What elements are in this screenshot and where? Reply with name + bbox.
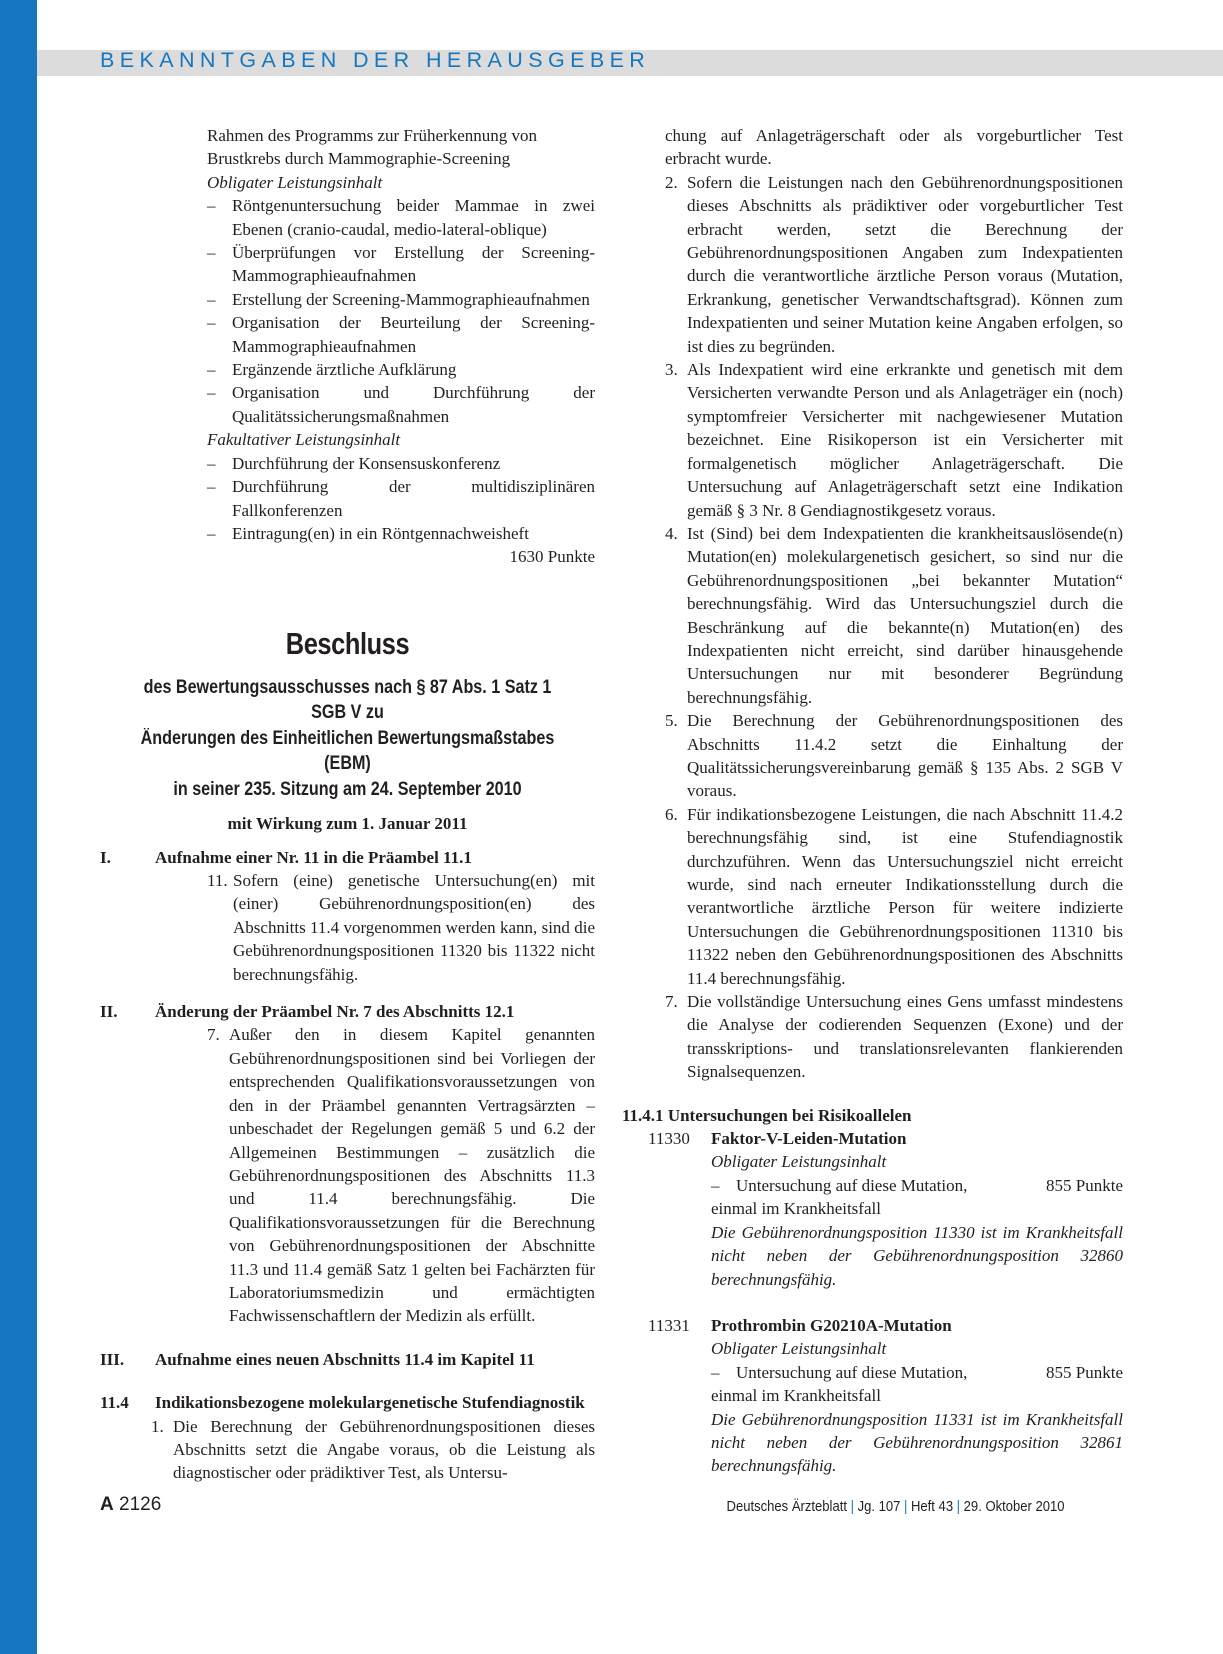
entry-obligat-label: Obligater Leistungsinhalt <box>711 1339 887 1359</box>
section-number: II. <box>100 1002 118 1022</box>
list-item: – Organisation der Beurteilung der Screening-Mammographieaufnahmen <box>207 311 595 358</box>
item-number: 6. <box>665 804 678 824</box>
section-ii <box>100 1000 595 1328</box>
entry-code: 11330 <box>648 1129 690 1149</box>
subsection-title: Untersuchungen bei Risikoallelen <box>667 1105 912 1125</box>
page-letter: A <box>100 1494 114 1515</box>
section-title: Aufnahme einer Nr. 11 in die Präambel 11.1 <box>155 847 472 867</box>
obligat-label: Obligater Leistungsinhalt <box>207 172 383 192</box>
intro-line: Rahmen des Programms zur Früherkennung von <box>207 126 538 145</box>
right-column <box>622 124 1123 1478</box>
entry-note: Die Gebührenordnungsposition 11331 ist im Krankheitsfall nicht neben der Gebührenordnungsposition 32861 berechnungsfähig. <box>711 1409 1123 1476</box>
section-i <box>100 846 595 986</box>
item-text: Die Berechnung der Gebührenordnungspositionen des Abschnitts 11.4.2 setzt die Einhaltung der Qualitätssicherungsvereinbarung gemäß § 135 Abs. 2 SGB V voraus. <box>687 711 1123 801</box>
item-text: Außer den in diesem Kapitel genannten Gebührenordnungspositionen sind bei Vorliegen der entsprechenden Qualifikationsvoraussetzungen von den in der Präambel genannten Vertragsärzten – unbeschadet der Regelungen gemäß 5 und 6.2 der Allgemeinen Bestimmungen – zusätzlich die Gebührenordnungspositionen des Abschnitts 11.3 und 11.4 berechnungsfähig. Die Qualifikationsvoraussetzungen für die Berechnung von Gebührenordnungspositionen der Abschnitte 11.3 und 11.4 gemäß Satz 1 gelten bei Fachärzten für Laboratoriumsmedizin und ermächtigten Fachwissenschaftlern der Medizin als erfüllt. <box>229 1025 595 1326</box>
subsection-number: 11.4.1 <box>622 1105 664 1125</box>
item-text: Als Indexpatient wird eine erkrankte und genetisch mit dem Versicherten verwandte Person und als Anlageträger ein (noch) symptomfreier Versicherter mit nachgewiesener Mutation bezeichnet. Eine Risikoperson ist ein Versicherter mit formalgenetisch möglicher Anlageträgerschaft. Die Untersuchung auf Anlageträgerschaft setzt eine Indikation gemäß § 3 Nr. 8 Gendiagnostikgesetz voraus. <box>687 360 1123 520</box>
list-item: – Ergänzende ärztliche Aufklärung <box>207 358 595 381</box>
beschluss-subtitle: in seiner 235. Sitzung am 24. September 2010 <box>173 778 522 800</box>
entry-frequency: einmal im Krankheitsfall <box>711 1199 881 1219</box>
fakult-label: Fakultativer Leistungsinhalt <box>207 430 401 450</box>
item-text: Die vollständige Untersuchung eines Gens umfasst mindestens die Analyse der codierenden Sequenzen (Exone) und der transskriptions- und translationsrelevanten flankierenden Signalsequenzen. <box>687 992 1123 1082</box>
item-text: Sofern die Leistungen nach den Gebührenordnungspositionen dieses Abschnitts als prädiktiver oder vorgeburtlicher Test erbracht werden, setzt die Berechnung der Gebührenordnungspositionen Angaben zum Indexpatienten durch die verantwortliche ärztliche Person voraus (Mutation, Erkrankung, genetischer Verwandtschaftsgrad). Können zum Indexpatienten und seiner Mutation keine Angaben erfolgen, so ist dies zu begründen. <box>687 172 1123 356</box>
entry-note: Die Gebührenordnungsposition 11330 ist im Krankheitsfall nicht neben der Gebührenordnungsposition 32860 berechnungsfähig. <box>711 1222 1123 1289</box>
entry-frequency: einmal im Krankheitsfall <box>711 1386 881 1406</box>
journal-footer: Deutsches Ärzteblatt | Jg. 107 | Heft 43 | 29. Oktober 2010 <box>727 1499 1065 1515</box>
beschluss-title: Beschluss <box>285 625 410 661</box>
item-text: Sofern (eine) genetische Untersuchung(en) mit (einer) Gebührenordnungsposition(en) des Abschnitts 11.4 vorgenommen werden kann, sind die Gebührenordnungspositionen 11320 bis 11322 nicht berechnungsfähig. <box>233 871 595 984</box>
continued-text: chung auf Anlageträgerschaft oder als vorgeburtlicher Test erbracht wurde. <box>665 126 1123 169</box>
section-title: Aufnahme eines neuen Abschnitts 11.4 im Kapitel 11 <box>155 1349 535 1369</box>
list-item: – Eintragung(en) in ein Röntgennachweisheft <box>207 522 595 545</box>
points-value: 1630 Punkte <box>509 547 595 567</box>
entry-code: 11331 <box>648 1315 690 1335</box>
numbered-list <box>622 124 1123 1084</box>
item-number: 11. <box>207 871 228 891</box>
journal-name: Deutsches Ärzteblatt <box>727 1499 848 1515</box>
entry-points: 855 Punkte <box>1046 1175 1123 1195</box>
beschluss-subtitle: des Bewertungsausschusses nach § 87 Abs. 1 Satz 1 SGB V zu <box>143 676 552 724</box>
entry-11331 <box>622 1314 1123 1478</box>
beschluss-block <box>100 625 595 836</box>
section-number: I. <box>100 847 111 867</box>
section-11-4 <box>100 1391 595 1485</box>
item-text: Für indikationsbezogene Leistungen, die nach Abschnitt 11.4.2 berechnungsfähig sind, ist eine Stufendiagnostik durchzuführen. Wenn das Untersuchungsziel nicht erreicht wurde, sind nach erneuter Indikationsstellung durch die verantwortliche ärztliche Person für weitere indizierte Untersuchungen die Gebührenordnungspositionen 11310 bis 11322 neben den Gebührenordnungspositionen des Abschnitts 11.4 berechnungsfähig. <box>687 804 1123 988</box>
item-number: 7. <box>665 992 678 1012</box>
entry-item-line <box>711 1174 1123 1197</box>
entry-item: – Untersuchung auf diese Mutation, <box>711 1361 967 1384</box>
left-column <box>100 124 595 1485</box>
item-number: 1. <box>151 1416 164 1436</box>
entry-11330 <box>622 1127 1123 1291</box>
journal-date: 29. Oktober 2010 <box>964 1499 1065 1515</box>
item-number: 7. <box>207 1025 220 1045</box>
item-number: 5. <box>665 711 678 731</box>
entry-points: 855 Punkte <box>1046 1362 1123 1382</box>
section-title: Änderung der Präambel Nr. 7 des Abschnitts 12.1 <box>155 1002 515 1022</box>
entry-obligat-label: Obligater Leistungsinhalt <box>711 1152 887 1172</box>
section-header-title: BEKANNTGABEN DER HERAUSGEBER <box>100 48 651 72</box>
entry-item-line <box>711 1361 1123 1384</box>
list-item: – Röntgenuntersuchung beider Mammae in zwei Ebenen (cranio-caudal, medio-lateral-oblique) <box>207 194 595 241</box>
wirkung-line: mit Wirkung zum 1. Januar 2011 <box>227 814 468 834</box>
list-item: – Organisation und Durchführung der Qualitätssicherungsmaßnahmen <box>207 381 595 428</box>
entry-title: Faktor-V-Leiden-Mutation <box>711 1129 907 1149</box>
list-item: – Durchführung der Konsensuskonferenz <box>207 452 595 475</box>
entry-item: – Untersuchung auf diese Mutation, <box>711 1174 967 1197</box>
subsection-11-4-1 <box>622 1104 1123 1478</box>
item-text: Die Berechnung der Gebührenordnungspositionen dieses Abschnitts setzt die Angabe voraus, ob die Leistung als diagnostischer oder prädiktiver Test, als Untersu- <box>173 1416 595 1483</box>
list-item: – Durchführung der multidisziplinären Fallkonferenzen <box>207 475 595 522</box>
intro-line: Brustkrebs durch Mammographie-Screening <box>207 149 511 169</box>
section-number: III. <box>100 1349 125 1369</box>
beschluss-subtitle: Änderungen des Einheitlichen Bewertungsmaßstabes (EBM) <box>140 727 555 775</box>
list-item: – Erstellung der Screening-Mammographieaufnahmen <box>207 288 595 311</box>
journal-issue: Heft 43 <box>911 1499 954 1515</box>
item-text: Ist (Sind) bei dem Indexpatienten die krankheitsauslösende(n) Mutation(en) molekulargenetisch gesichert, so sind nur die Gebührenordnungspositionen „bei bekannter Mutation“ berechnungsfähig. Wird das Untersuchungsziel durch die Beschränkung auf die bekannte(n) Mutation(en) des Indexpatienten nicht erreicht, sind darüber hinausgehende Untersuchungen nur mit besonderer Begründung berechnungsfähig. <box>687 523 1123 707</box>
item-number: 3. <box>665 360 678 380</box>
item-number: 2. <box>665 172 678 192</box>
page-number <box>100 1493 161 1516</box>
section-number: 11.4 <box>100 1393 129 1413</box>
entry-title: Prothrombin G20210A-Mutation <box>711 1315 952 1335</box>
screening-block <box>100 124 595 569</box>
page-number-value: 2126 <box>119 1494 162 1515</box>
item-number: 4. <box>665 523 678 543</box>
journal-volume: Jg. 107 <box>858 1499 901 1515</box>
section-iii <box>100 1348 595 1371</box>
section-title: Indikationsbezogene molekulargenetische Stufendiagnostik <box>155 1393 585 1413</box>
list-item: – Überprüfungen vor Erstellung der Screening-Mammographieaufnahmen <box>207 241 595 288</box>
sidebar-accent <box>0 0 37 1654</box>
